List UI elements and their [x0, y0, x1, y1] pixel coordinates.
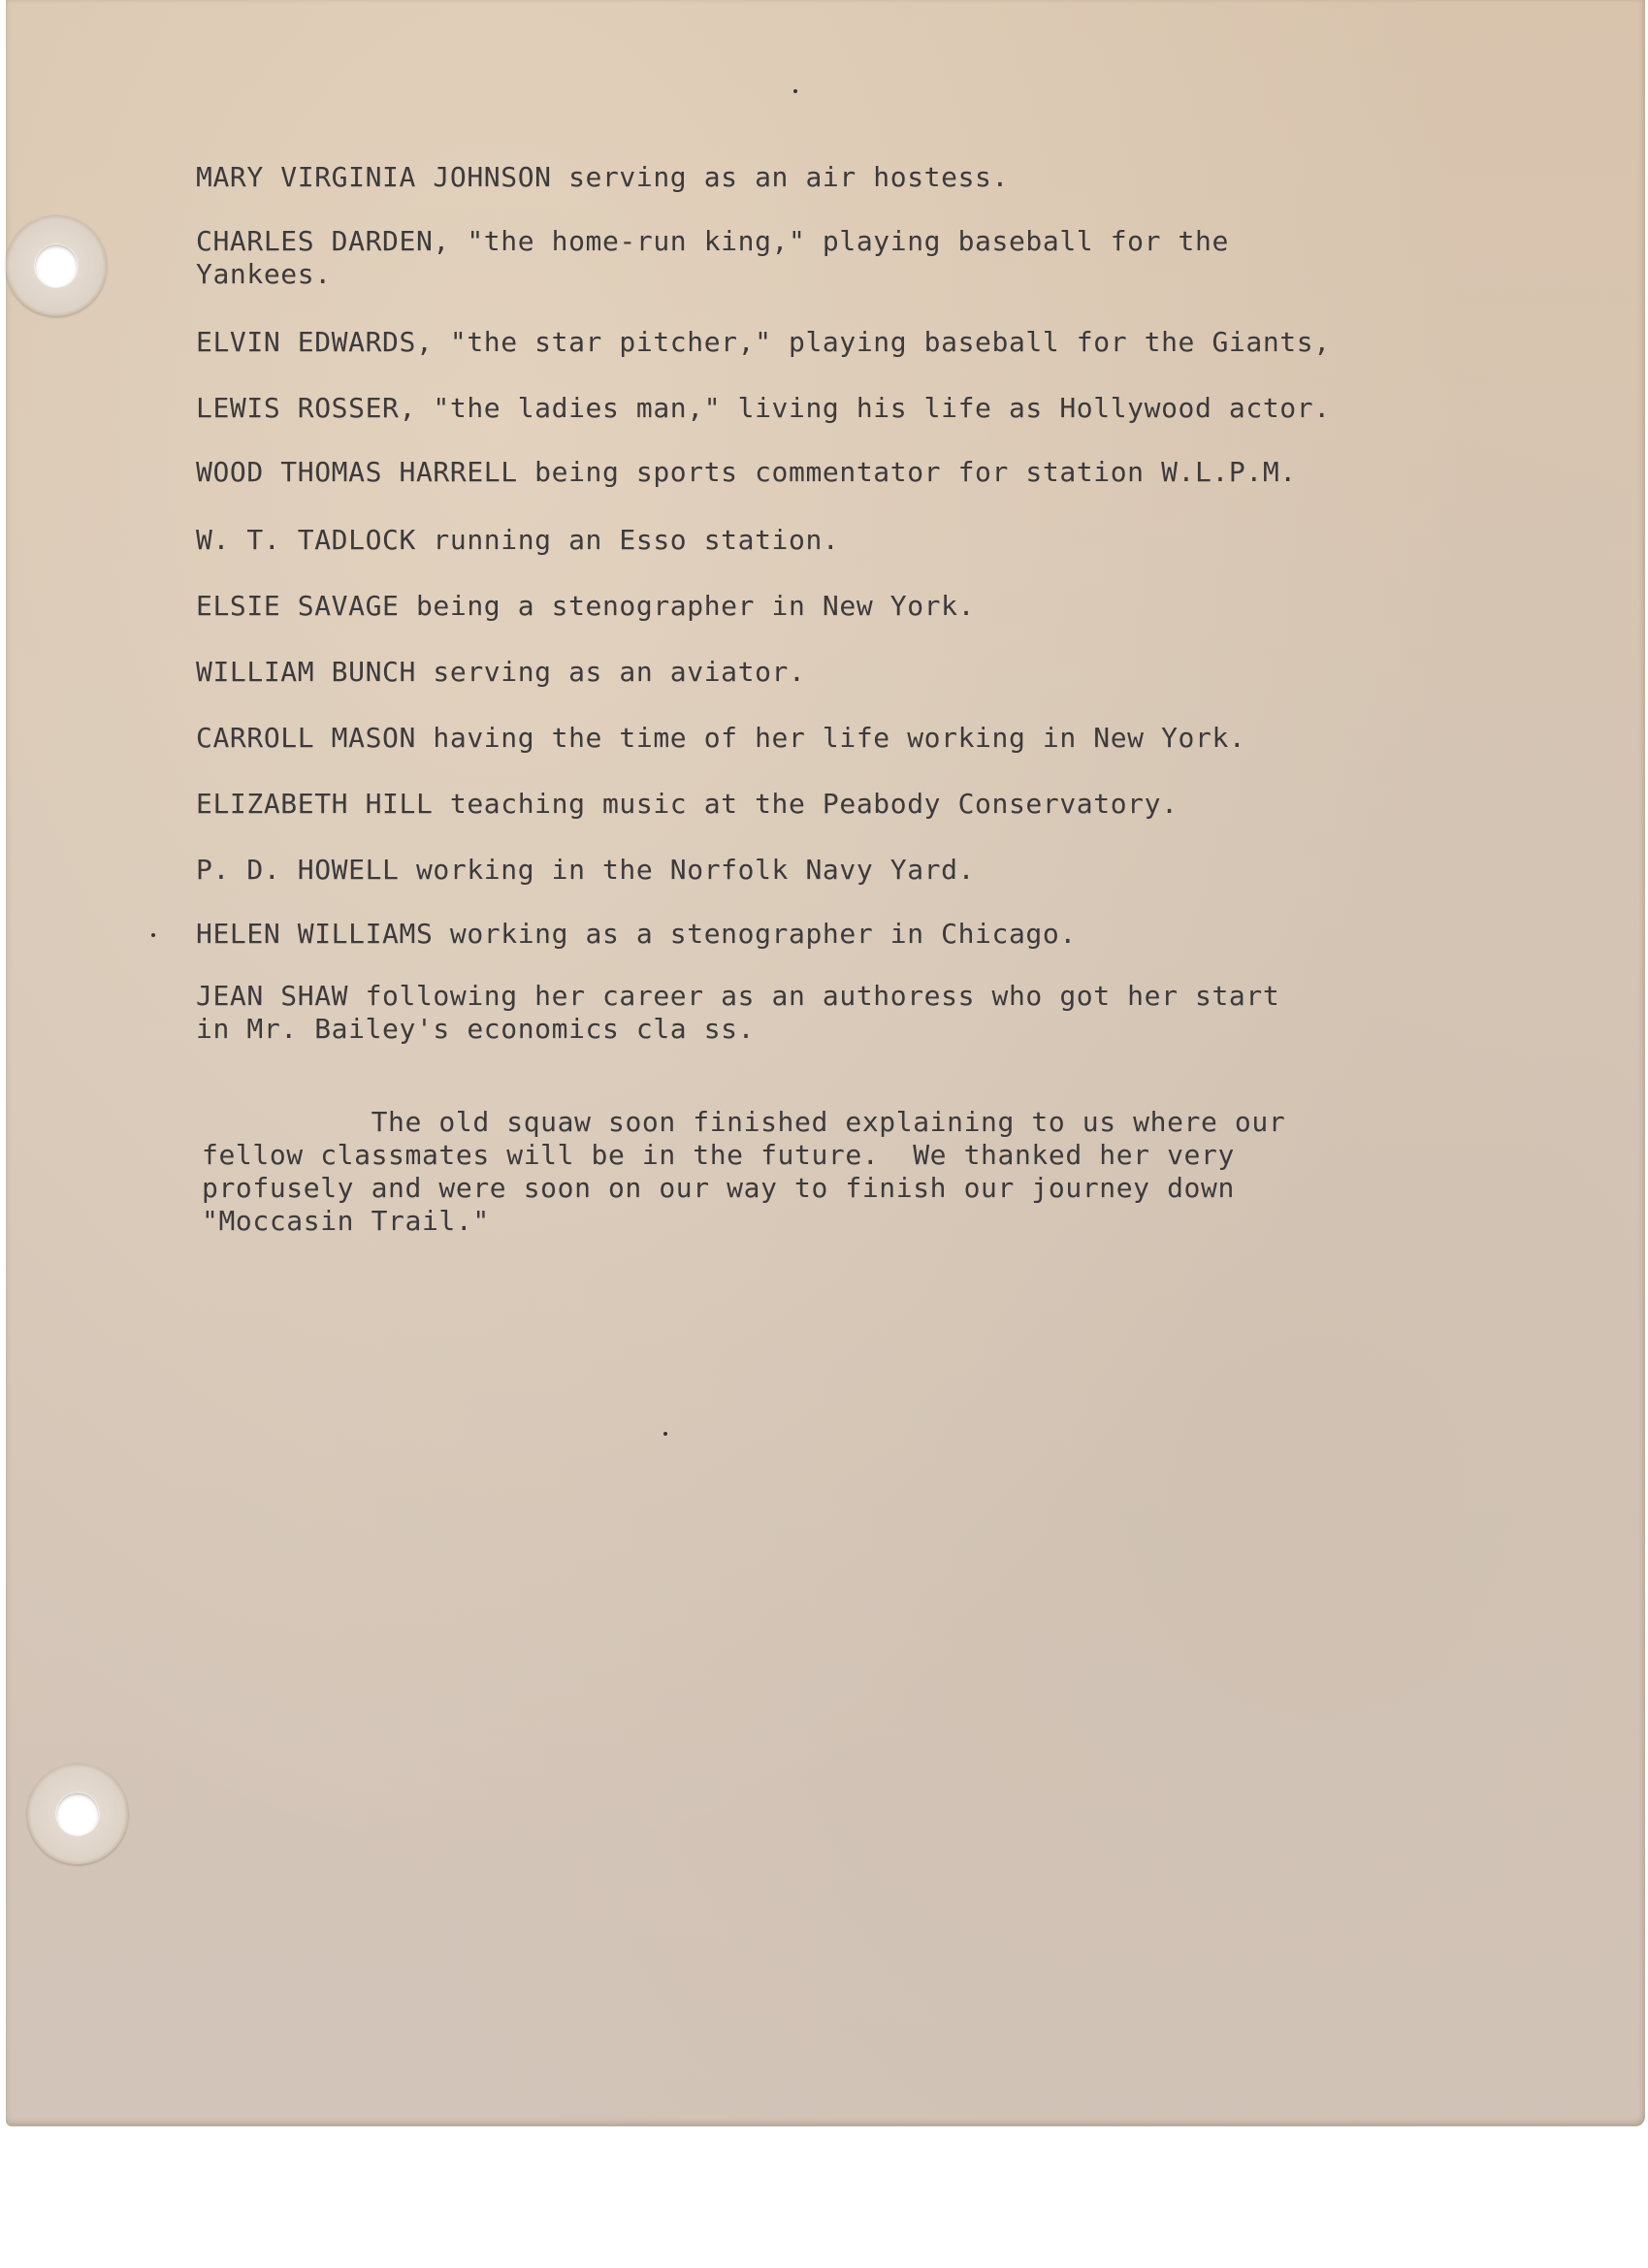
entry-elvin-edwards: ELVIN EDWARDS, "the star pitcher," playing baseball for the Giants, [196, 326, 1331, 358]
entry-helen-williams: HELEN WILLIAMS working as a stenographer in Chicago. [196, 918, 1077, 950]
entry-carroll-mason: CARROLL MASON having the time of her life working in New York. [196, 722, 1246, 754]
binder-hole-reinforcement-bottom [27, 1764, 128, 1864]
paper-speck [663, 1432, 667, 1436]
entry-elizabeth-hill: ELIZABETH HILL teaching music at the Peabody Conservatory. [196, 788, 1179, 820]
entry-p-d-howell: P. D. HOWELL working in the Norfolk Navy Yard. [196, 854, 976, 886]
binder-hole-bottom [56, 1793, 99, 1835]
entry-lewis-rosser: LEWIS ROSSER, "the ladies man," living his life as Hollywood actor. [196, 392, 1331, 424]
entry-jean-shaw: JEAN SHAW following her career as an authoress who got her start in Mr. Bailey's economics cla ss. [196, 980, 1280, 1045]
paper-speck [151, 933, 155, 937]
binder-hole-reinforcement-top [6, 215, 107, 316]
closing-paragraph: The old squaw soon finished explaining to us where our fellow classmates will be in the future. We thanked her very profusely and were soon on our way to finish our journey down "Moccasin Trail." [202, 1106, 1286, 1237]
entry-william-bunch: WILLIAM BUNCH serving as an aviator. [196, 656, 806, 688]
entry-mary-virginia-johnson: MARY VIRGINIA JOHNSON serving as an air hostess. [196, 161, 1009, 193]
paper-sheet [6, 0, 1645, 2126]
entry-elsie-savage: ELSIE SAVAGE being a stenographer in New York. [196, 590, 976, 622]
entry-wood-thomas-harrell: WOOD THOMAS HARRELL being sports commentator for station W.L.P.M. [196, 456, 1297, 488]
binder-hole-top [35, 244, 78, 287]
entry-w-t-tadlock: W. T. TADLOCK running an Esso station. [196, 524, 840, 556]
paper-speck [793, 89, 797, 93]
entry-charles-darden: CHARLES DARDEN, "the home-run king," playing baseball for the Yankees. [196, 225, 1229, 290]
